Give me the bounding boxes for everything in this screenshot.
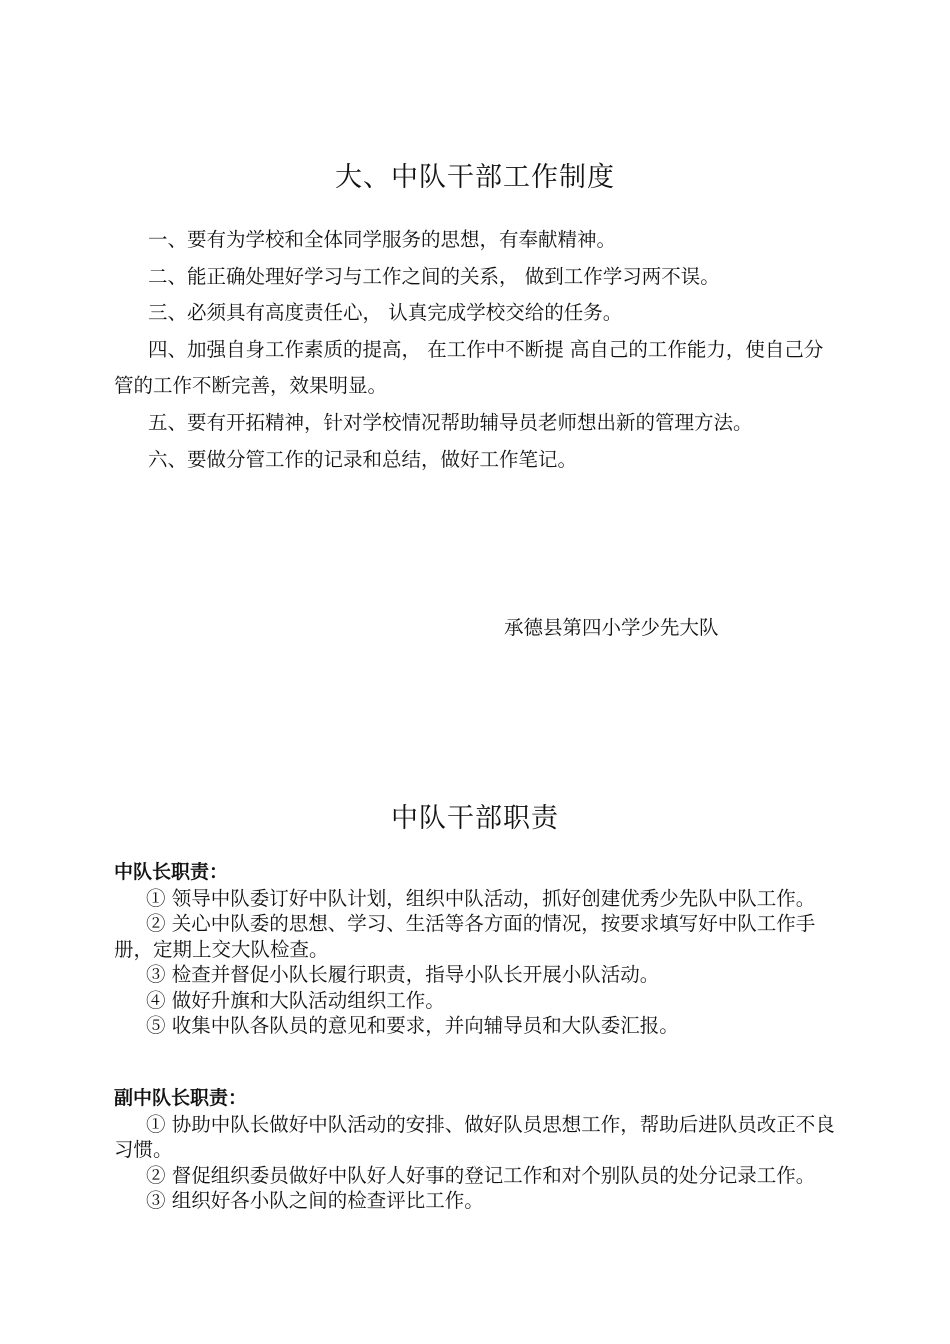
duty-item: ① 领导中队委订好中队计划，组织中队活动，抓好创建优秀少先队中队工作。	[146, 886, 816, 910]
rule-item: 四、加强自身工作素质的提高， 在工作中不断提 高自己的工作能力，使自己分管的工作不断完善，效果明显。	[114, 337, 824, 398]
rule-item: 一、要有为学校和全体同学服务的思想，有奉献精神。	[148, 228, 617, 251]
rule-item: 五、要有开拓精神，针对学校情况帮助辅导员老师想出新的管理方法。	[148, 410, 753, 434]
duty-item: ① 协助中队长做好中队活动的安排、做好队员思想工作，帮助后进队员改正不良习惯。	[114, 1112, 835, 1161]
section1-title: 大、中队干部工作制度	[335, 162, 615, 193]
signature: 承德县第四小学少先大队	[504, 616, 719, 639]
vice-captain-heading: 副中队长职责：	[114, 1087, 248, 1109]
captain-duty-list	[114, 886, 838, 1039]
rule-item: 六、要做分管工作的记录和总结，做好工作笔记。	[148, 447, 578, 471]
captain-duties	[114, 860, 838, 1039]
section1-body	[114, 222, 834, 478]
duty-item: ② 督促组织委员做好中队好人好事的登记工作和对个别队员的处分记录工作。	[146, 1163, 816, 1187]
duty-item: ③ 组织好各小队之间的检查评比工作。	[146, 1189, 484, 1212]
vice-captain-duty-list	[114, 1112, 838, 1214]
captain-heading: 中队长职责：	[114, 861, 229, 883]
vice-captain-duties	[114, 1086, 838, 1214]
section2-title: 中队干部职责	[391, 803, 559, 834]
duty-item: ④ 做好升旗和大队活动组织工作。	[146, 988, 445, 1012]
duty-item: ③ 检查并督促小队长履行职责，指导小队长开展小队活动。	[146, 963, 660, 986]
rule-item: 二、能正确处理好学习与工作之间的关系， 做到工作学习两不误。	[148, 264, 720, 288]
rule-item: 三、必须具有高度责任心， 认真完成学校交给的任务。	[148, 301, 623, 325]
duty-item: ⑤ 收集中队各队员的意见和要求，并向辅导员和大队委汇报。	[146, 1014, 679, 1037]
duty-item: ② 关心中队委的思想、学习、生活等各方面的情况，按要求填写好中队工作手册，定期上交大队检查。	[114, 912, 816, 961]
